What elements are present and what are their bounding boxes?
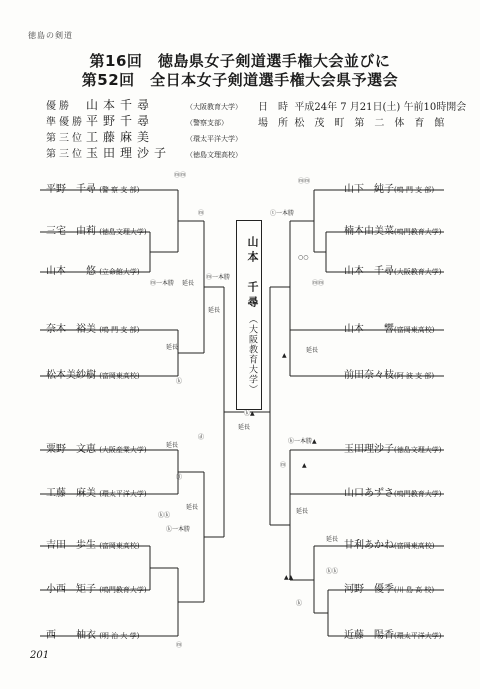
player-name: 吉田 歩生 bbox=[46, 540, 96, 551]
result-affiliation: （大阪教育大学） bbox=[186, 103, 242, 111]
player-affiliation: (徳島文理大学) bbox=[99, 228, 147, 236]
score-mark: ⓚⓚ bbox=[326, 568, 339, 575]
score-mark: ⓓ bbox=[176, 474, 183, 481]
result-rank: 準優勝 bbox=[46, 117, 85, 128]
champion-box bbox=[236, 220, 262, 410]
player-right bbox=[344, 536, 434, 551]
result-rank: 第三位 bbox=[46, 133, 85, 144]
player-name: 山下 純子 bbox=[344, 184, 394, 195]
player-affiliation: (鳴門教育大学) bbox=[394, 490, 442, 498]
player-affiliation: (鳴門教育大学) bbox=[99, 586, 147, 594]
score-mark: ⓚⓚ bbox=[158, 512, 171, 519]
player-right bbox=[344, 366, 434, 381]
champion-affiliation: （大阪教育大学） bbox=[247, 314, 257, 395]
score-mark: ⓜ bbox=[176, 642, 183, 649]
result-affiliation: （徳島文理高校） bbox=[186, 151, 242, 159]
player-right bbox=[344, 222, 441, 237]
player-left bbox=[46, 626, 139, 641]
score-mark: ▲ bbox=[302, 462, 307, 469]
player-name: 山本 響 bbox=[344, 324, 394, 335]
player-affiliation: (大阪産業大学) bbox=[99, 446, 147, 454]
extension-note: 延長 bbox=[182, 280, 195, 287]
player-affiliation: (警 察 支 部) bbox=[99, 186, 140, 194]
score-mark: ⓜ bbox=[280, 462, 287, 469]
player-affiliation: (富岡東高校) bbox=[394, 542, 435, 550]
player-affiliation: (富岡東高校) bbox=[394, 326, 435, 334]
player-left bbox=[46, 536, 140, 551]
champion-name: 山本 千尋 bbox=[246, 235, 259, 311]
player-affiliation: (鳴 門 支 部) bbox=[394, 186, 435, 194]
score-mark: ▲▲ bbox=[284, 574, 294, 581]
player-name: 山本 悠 bbox=[46, 266, 96, 277]
place-value: 松 茂 町 第 二 体 育 館 bbox=[294, 118, 445, 129]
player-right bbox=[344, 626, 441, 641]
player-affiliation: (鳴門教育大学) bbox=[394, 228, 442, 236]
result-affiliation: （環太平洋大学） bbox=[186, 135, 242, 143]
final-mark: ⓚ▲ bbox=[244, 410, 255, 417]
player-affiliation: (環太平洋大学) bbox=[99, 490, 147, 498]
extension-note: 延長 bbox=[306, 347, 319, 354]
player-left bbox=[46, 262, 140, 277]
player-right bbox=[344, 440, 441, 455]
player-affiliation: (環太平洋大学) bbox=[394, 632, 442, 640]
score-mark: ⓓ bbox=[198, 434, 205, 441]
player-name: 河野 優季 bbox=[344, 584, 394, 595]
page-title-line1: 第16回 徳島県女子剣道選手権大会並びに bbox=[89, 52, 391, 70]
extension-note: 延長 bbox=[238, 424, 251, 431]
score-mark: ⓚ bbox=[296, 600, 303, 607]
result-rank: 優勝 bbox=[46, 101, 72, 112]
player-right bbox=[344, 320, 434, 335]
player-name: 近藤 陽香 bbox=[344, 630, 394, 641]
player-affiliation: (大阪教育大学) bbox=[394, 268, 442, 276]
player-left bbox=[46, 180, 139, 195]
player-affiliation: (川 島 高 校) bbox=[394, 586, 435, 594]
result-affiliation: （警察支部） bbox=[186, 119, 228, 127]
date-value: 平成24年 7 月21日(土) 午前10時開会 bbox=[294, 102, 467, 113]
extension-note: 延長 bbox=[326, 536, 339, 543]
result-rank: 第三位 bbox=[46, 149, 85, 160]
page-number: 201 bbox=[30, 650, 50, 661]
player-name: 平野 千尋 bbox=[46, 184, 96, 195]
player-name: 西 柚衣 bbox=[46, 630, 96, 641]
extension-note: 延長 bbox=[166, 344, 179, 351]
player-right bbox=[344, 262, 441, 277]
header-tag: 徳島の剣道 bbox=[28, 31, 73, 40]
score-mark: ⓜⓜ bbox=[174, 172, 187, 179]
player-left bbox=[46, 222, 147, 237]
extension-note: 延長 bbox=[186, 504, 199, 511]
player-name: 奈木 裕美 bbox=[46, 324, 96, 335]
score-mark: ○○ bbox=[298, 254, 309, 261]
score-mark: ⓚ bbox=[176, 378, 183, 385]
result-name: 玉田理沙子 bbox=[86, 146, 172, 160]
page-title-line2: 第52回 全日本女子剣道選手権大会県予選会 bbox=[81, 71, 399, 89]
score-mark: ⓜⓜ bbox=[298, 178, 311, 185]
player-name: 楠本由美菜 bbox=[344, 226, 394, 237]
player-name: 山口あずさ bbox=[344, 488, 394, 499]
player-name: 玉田理沙子 bbox=[344, 444, 394, 455]
score-mark: ⓜⓜ bbox=[312, 280, 325, 287]
score-mark: ⓚ一本勝 bbox=[166, 526, 191, 533]
score-mark: ⓜ一本勝 bbox=[150, 280, 175, 287]
player-name: 小西 矩子 bbox=[46, 584, 96, 595]
player-left bbox=[46, 484, 147, 499]
player-left bbox=[46, 580, 147, 595]
result-name: 工藤麻美 bbox=[86, 130, 155, 144]
player-left bbox=[46, 440, 147, 455]
player-name: 前田奈々枝 bbox=[344, 370, 394, 381]
date-label: 日 時 bbox=[258, 102, 288, 113]
extension-note: 延長 bbox=[166, 442, 179, 449]
player-right bbox=[344, 580, 434, 595]
player-affiliation: (富岡東高校) bbox=[99, 372, 140, 380]
score-mark: ⓜ一本勝 bbox=[206, 274, 231, 281]
player-name: 松本美紗樹 bbox=[46, 370, 96, 381]
extension-note: 延長 bbox=[296, 508, 309, 515]
player-name: 三宅 由莉 bbox=[46, 226, 96, 237]
player-name: 工藤 麻美 bbox=[46, 488, 96, 499]
score-mark: ⓜ bbox=[198, 210, 205, 217]
player-name: 甘利あかね bbox=[344, 540, 394, 551]
player-affiliation: (阿 波 支 部) bbox=[394, 372, 435, 380]
player-left bbox=[46, 320, 139, 335]
player-affiliation: (立命館大学) bbox=[99, 268, 140, 276]
place-label: 場 所 bbox=[258, 118, 288, 129]
result-name: 山本千尋 bbox=[86, 98, 155, 112]
player-affiliation: (鳴 門 支 部) bbox=[99, 326, 140, 334]
extension-note: 延長 bbox=[208, 307, 221, 314]
player-affiliation: (富岡東高校) bbox=[99, 542, 140, 550]
player-right bbox=[344, 484, 441, 499]
player-left bbox=[46, 366, 140, 381]
player-name: 粟野 文恵 bbox=[46, 444, 96, 455]
score-mark: ⓗ一本勝▲ bbox=[288, 438, 317, 445]
player-right bbox=[344, 180, 434, 195]
player-name: 山本 千尋 bbox=[344, 266, 394, 277]
player-affiliation: (明 治 大 学) bbox=[99, 632, 140, 640]
player-affiliation: (徳島文理大学) bbox=[394, 446, 442, 454]
score-mark: ▲ bbox=[282, 352, 287, 359]
result-name: 平野千尋 bbox=[86, 114, 155, 128]
score-mark: ⓣ一本勝 bbox=[270, 210, 295, 217]
